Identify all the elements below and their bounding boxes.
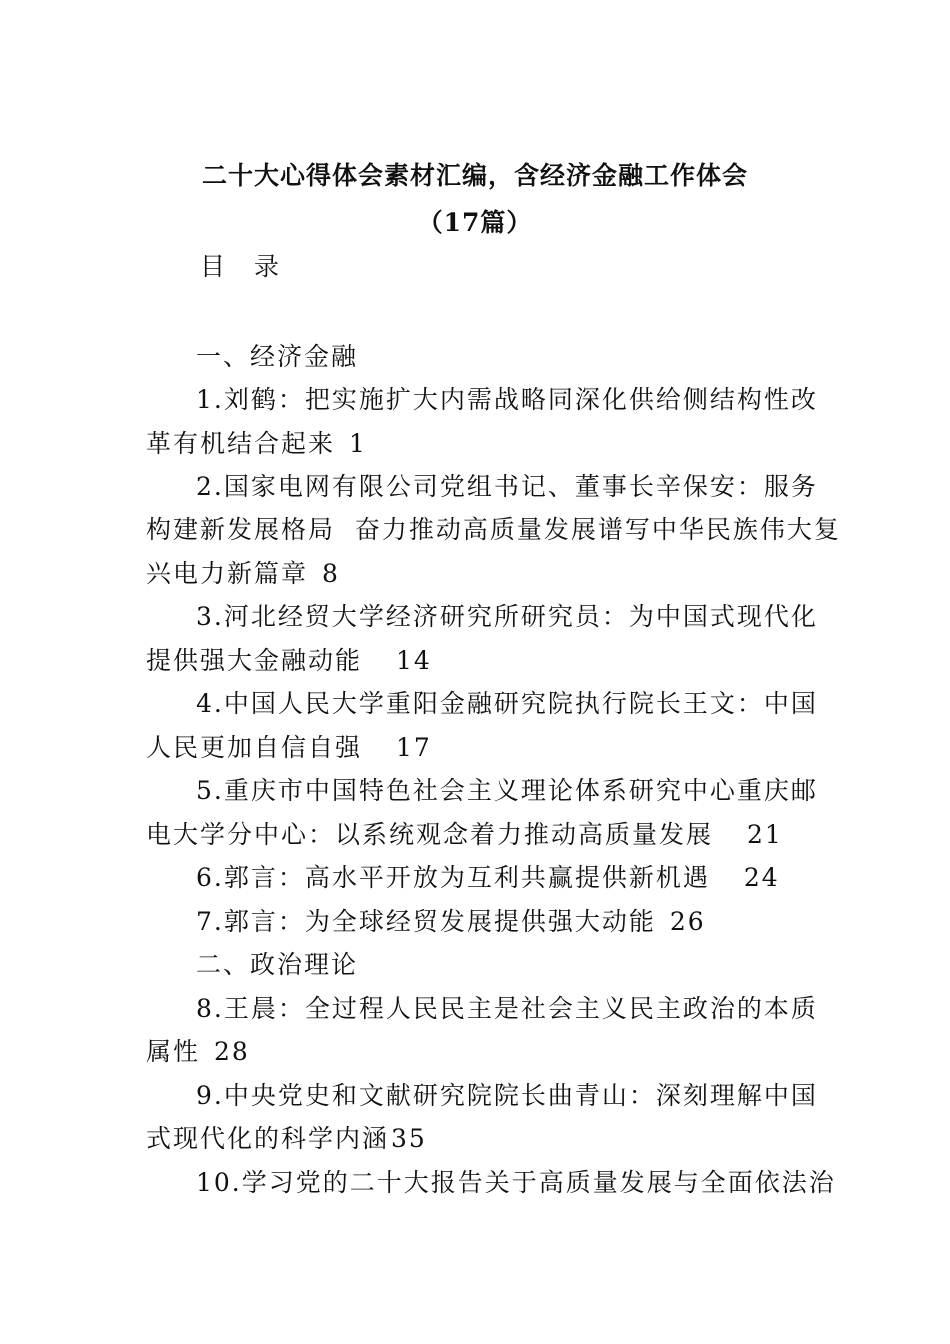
- toc-entry-text: 8.王晨：全过程人民民主是社会主义民主政治的本质: [196, 994, 818, 1023]
- toc-entry-text: 提供强大金融动能: [146, 646, 363, 675]
- toc-entry[interactable]: [196, 858, 780, 894]
- document-subtitle: （17篇）: [417, 208, 533, 237]
- toc-entry-text: 人民更加自信自强: [146, 733, 363, 762]
- toc-entry[interactable]: [196, 467, 818, 503]
- toc-entry-text: 2.国家电网有限公司党组书记、董事长辛保安：服务: [196, 472, 818, 501]
- toc-entry[interactable]: [196, 684, 818, 720]
- toc-entry-text: 1.刘鹤：把实施扩大内需战略同深化供给侧结构性改: [196, 385, 818, 414]
- toc-entry-text: 5.重庆市中国特色社会主义理论体系研究中心重庆邮: [196, 776, 818, 805]
- toc-entry-text: 革有机结合起来: [146, 429, 336, 458]
- toc-entry-text: 9.中央党史和文献研究院院长曲青山：深刻理解中国: [196, 1081, 818, 1110]
- toc-page-number: 28: [214, 1037, 250, 1066]
- toc-entry[interactable]: [196, 1076, 818, 1112]
- toc-entry[interactable]: [196, 1163, 836, 1199]
- toc-entry[interactable]: [196, 771, 818, 807]
- toc-heading: 目 录: [200, 252, 282, 281]
- toc-entry-text: 6.郭言：高水平开放为互利共赢提供新机遇: [196, 863, 710, 892]
- toc-entry-text: 式现代化的科学内涵: [146, 1124, 390, 1153]
- toc-entry-text: 兴电力新篇章: [146, 559, 309, 588]
- toc-entry-continuation[interactable]: [146, 1119, 427, 1155]
- toc-page-number: 26: [669, 907, 706, 936]
- toc-entry-text: 构建新发展格局 奋力推动高质量发展谱写中华民族伟大复: [146, 515, 841, 544]
- section-heading: 二、政治理论: [196, 950, 359, 979]
- toc-entry[interactable]: [196, 597, 818, 633]
- toc-page-number: 14: [396, 646, 432, 675]
- toc-entry-text: 电大学分中心：以系统观念着力推动高质量发展: [146, 820, 714, 849]
- toc-page-number: 21: [747, 820, 783, 849]
- toc-page-number: 1: [349, 429, 367, 458]
- section-heading: 一、经济金融: [196, 342, 359, 371]
- toc-entry[interactable]: [196, 902, 706, 938]
- toc-entry-continuation[interactable]: [146, 1032, 250, 1068]
- toc-page-number: 24: [743, 863, 780, 892]
- toc-page-number: 35: [391, 1124, 427, 1153]
- toc-entry-continuation[interactable]: [146, 815, 783, 851]
- toc-page-number: 17: [396, 733, 432, 762]
- toc-entry-continuation[interactable]: [146, 424, 367, 460]
- toc-entry[interactable]: [196, 380, 818, 416]
- toc-entry-text: 10.学习党的二十大报告关于高质量发展与全面依法治: [196, 1168, 836, 1197]
- toc-page-number: 8: [322, 559, 340, 588]
- toc-entry[interactable]: [196, 989, 818, 1025]
- toc-entry-text: 7.郭言：为全球经贸发展提供强大动能: [196, 907, 656, 936]
- toc-entry-text: 属性: [146, 1037, 201, 1066]
- toc-entry-continuation[interactable]: [146, 554, 340, 590]
- toc-entry-continuation[interactable]: [146, 641, 432, 677]
- toc-entry-text: 4.中国人民大学重阳金融研究院执行院长王文：中国: [196, 689, 818, 718]
- toc-entry-text: 3.河北经贸大学经济研究所研究员：为中国式现代化: [196, 602, 818, 631]
- toc-entry-continuation[interactable]: [146, 728, 432, 764]
- toc-entry-continuation[interactable]: [146, 510, 841, 546]
- document-title: 二十大心得体会素材汇编，含经济金融工作体会: [201, 161, 748, 190]
